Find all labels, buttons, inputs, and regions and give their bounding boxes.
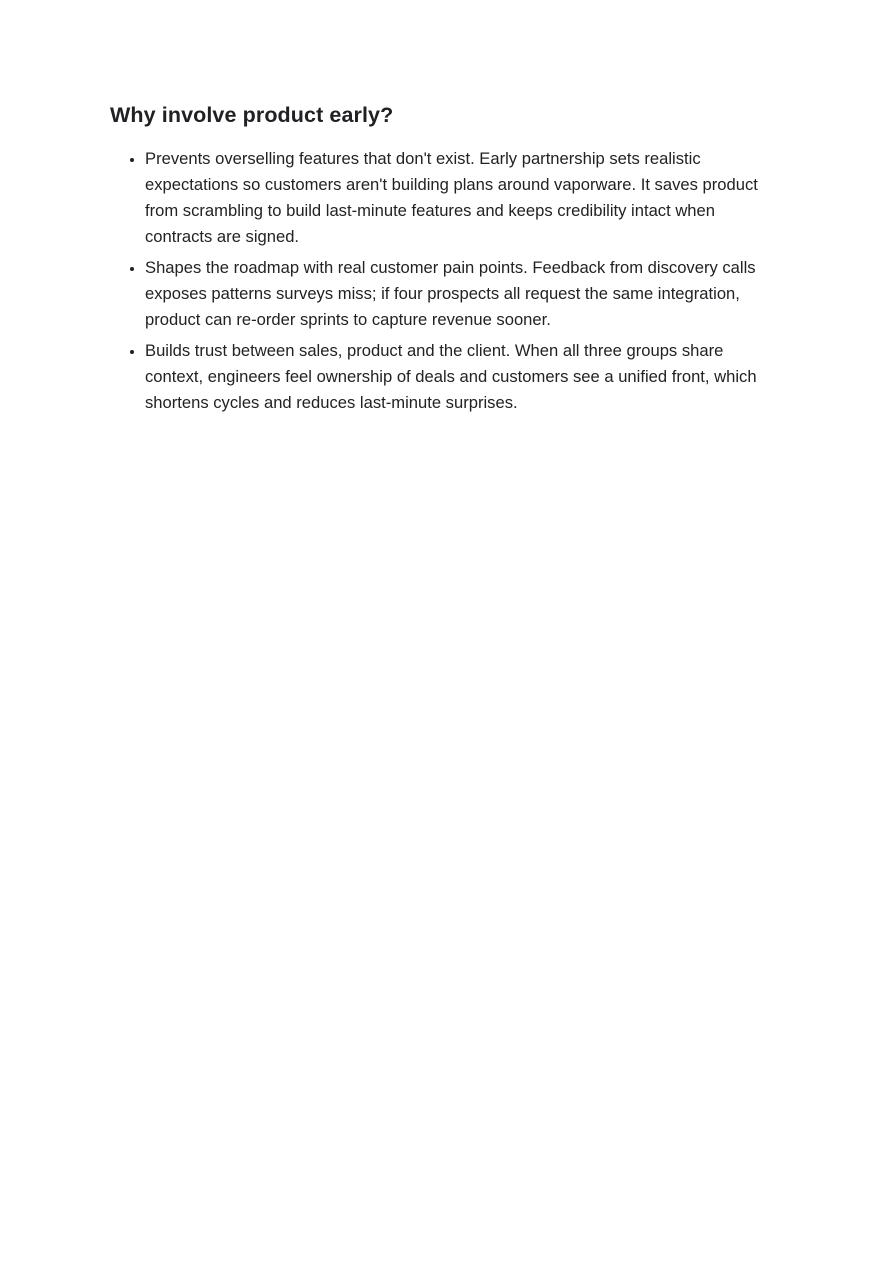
bullet-item: • Builds trust between sales, product and the client. When all three groups share context, engineers feel ownership of deals and customers see a unified front, which shortens cycles and reduces last-minute surprises. (145, 338, 770, 416)
bullet-item: • Prevents overselling features that don't exist. Early partnership sets realistic expectations so customers aren't building plans around vaporware. It saves product from scrambling to build last-minute features and keeps credibility intact when contracts are signed. (145, 146, 770, 250)
document-page (110, 100, 770, 421)
bullet-list (110, 146, 770, 416)
bullet-item: • Shapes the roadmap with real customer pain points. Feedback from discovery calls exposes patterns surveys miss; if four prospects all request the same integration, product can re-order sprints to capture revenue sooner. (145, 255, 770, 333)
section-heading: Why involve product early? (110, 103, 394, 127)
